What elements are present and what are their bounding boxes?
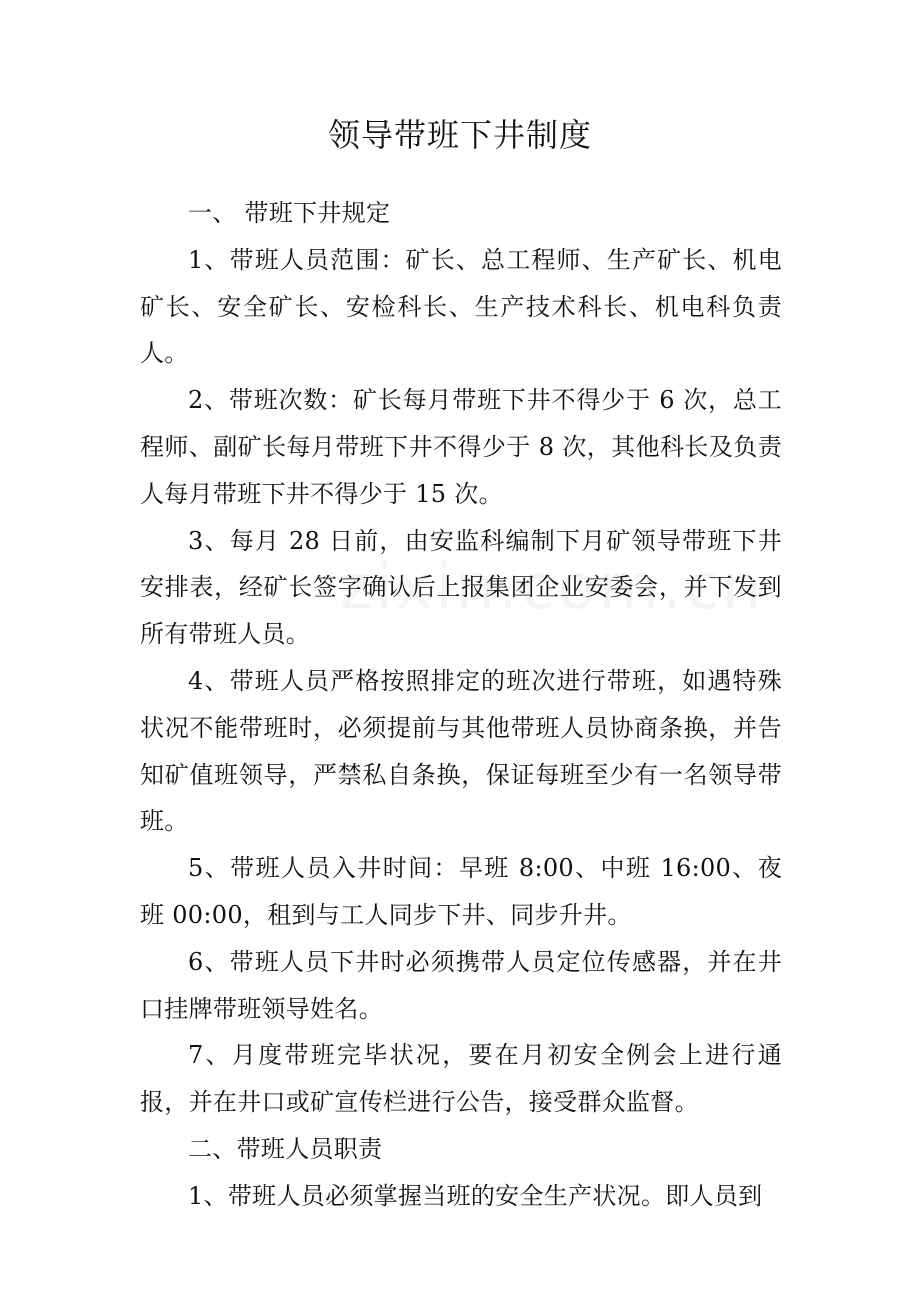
document-title: 领导带班下井制度 <box>327 116 592 154</box>
document-body <box>140 190 782 1220</box>
paragraph-1-7: 7、月度带班完毕状况，要在月初安全例会上进行通报，并在井口或矿宣传栏进行公告，接受群众监督。 <box>140 1041 782 1117</box>
section-heading-2: 二、带班人员职责 <box>188 1134 383 1163</box>
paragraph-1-1: 1、带班人员范围：矿长、总工程师、生产矿长、机电矿长、安全矿长、安检科长、生产技术科长、机电科负责人。 <box>140 245 782 368</box>
paragraph-2-1: 1、带班人员必须掌握当班的安全生产状况。即人员到 <box>188 1181 763 1210</box>
paragraph-1-2: 2、带班次数：矿长每月带班下井不得少于 6 次，总工程师、副矿长每月带班下井不得少于 8 次，其他科长及负责人每月带班下井不得少于 15 次。 <box>140 386 782 508</box>
paragraph-1-3: 3、每月 28 日前，由安监科编制下月矿领导带班下井安排表，经矿长签字确认后上报集团企业安委会，并下发到所有带班人员。 <box>140 526 782 649</box>
paragraph-1-4: 4、带班人员严格按照排定的班次进行带班，如遇特殊状况不能带班时，必须提前与其他带班人员协商条换，并告知矿值班领导，严禁私自条换，保证每班至少有一名领导带班。 <box>140 666 782 836</box>
paragraph-1-6: 6、带班人员下井时必须携带人员定位传感器，并在井口挂牌带班领导姓名。 <box>140 947 782 1023</box>
paragraph-1-5: 5、带班人员入井时间：早班 8:00、中班 16:00、夜班 00:00，租到与工人同步下井、同步升井。 <box>140 854 782 929</box>
section-heading-1: 一、 带班下井规定 <box>188 199 391 227</box>
